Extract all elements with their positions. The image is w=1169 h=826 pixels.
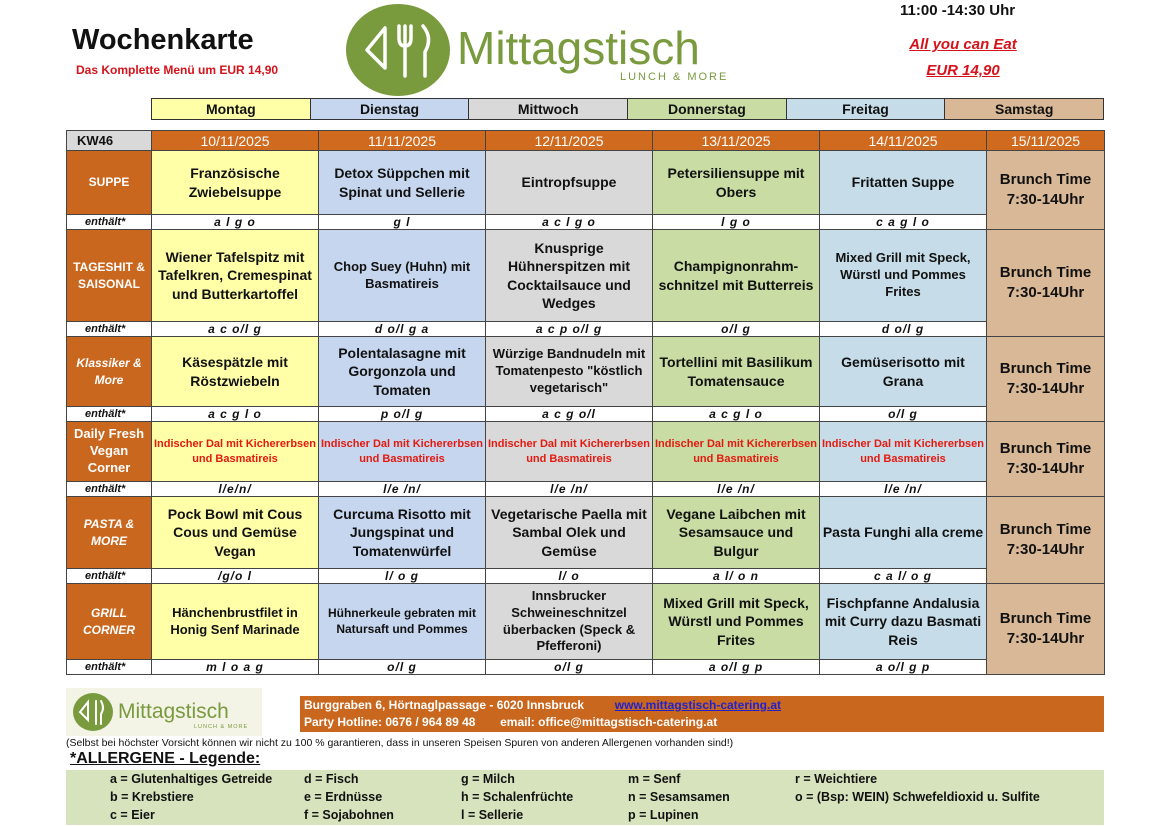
allergen-codes: l/e /n/ (319, 482, 486, 497)
saturday-brunch-cell: Brunch Time 7:30-14Uhr (987, 422, 1105, 497)
category-label: GRILL CORNER (67, 584, 152, 660)
contains-label: enthält* (67, 569, 152, 584)
allergen-codes: m l o a g (152, 660, 319, 675)
category-label: Daily Fresh Vegan Corner (67, 422, 152, 482)
dish-cell: Curcuma Risotto mit Jungspinat und Tomatenwürfel (319, 497, 486, 569)
dish-cell: Pock Bowl mit Cous Cous und Gemüse Vegan (152, 497, 319, 569)
allergen-codes: o/l g (820, 407, 987, 422)
day-thursday: Donnerstag (628, 99, 787, 119)
page-title: Wochenkarte (72, 24, 254, 56)
menu-row-klassiker (67, 337, 1105, 407)
all-you-can-eat-price: EUR 14,90 (926, 62, 1000, 79)
allergen-codes: /g/o l (152, 569, 319, 584)
opening-hours: 11:00 -14:30 Uhr (900, 2, 1016, 19)
dish-cell: Indischer Dal mit Kichererbsen und Basmatireis (653, 422, 820, 482)
dish-cell: Mixed Grill mit Speck, Würstl und Pommes Frites (653, 584, 820, 660)
day-tuesday: Dienstag (311, 99, 470, 119)
allergen-codes: d o/l g (820, 322, 987, 337)
allergen-codes: l/ o g (319, 569, 486, 584)
allergen-codes: a c p o/l g (486, 322, 653, 337)
date-monday: 10/11/2025 (152, 131, 319, 151)
dish-cell: Indischer Dal mit Kichererbsen und Basmatireis (486, 422, 653, 482)
legend-item: d = Fisch (304, 772, 359, 786)
legend-item: b = Krebstiere (110, 790, 194, 804)
allergen-codes: o/l g (319, 660, 486, 675)
weekly-menu-table (66, 130, 1105, 675)
contains-label: enthält* (67, 482, 152, 497)
menu-row-tageshit (67, 230, 1105, 322)
category-label: Klassiker & More (67, 337, 152, 407)
logo-tagline: LUNCH & MORE (620, 71, 729, 83)
allergen-codes: a c g o/l (486, 407, 653, 422)
category-label: TAGESHIT & SAISONAL (67, 230, 152, 322)
allergen-codes: a l g o (152, 215, 319, 230)
allergen-disclaimer: (Selbst bei höchster Vorsicht können wir nicht zu 100 % garantieren, dass in unseren Speisen Spuren von anderen Allergenen vorhanden sind!) (66, 737, 734, 749)
contains-label: enthält* (67, 660, 152, 675)
dish-cell: Französische Zwiebelsuppe (152, 151, 319, 215)
website-link[interactable]: www.mittagstisch-catering.at (614, 698, 782, 712)
menu-row-grill (67, 584, 1105, 660)
saturday-brunch-cell: Brunch Time 7:30-14Uhr (987, 584, 1105, 675)
allergen-codes: o/l g (486, 660, 653, 675)
day-monday: Montag (152, 99, 311, 119)
allergen-codes: a o/l g p (820, 660, 987, 675)
allergen-codes: a o/l g p (653, 660, 820, 675)
allergen-row (67, 482, 1105, 497)
dish-cell: Detox Süppchen mit Spinat und Sellerie (319, 151, 486, 215)
contains-label: enthält* (67, 322, 152, 337)
legend-item: o = (Bsp: WEIN) Schwefeldioxid u. Sulfite (795, 790, 1040, 804)
contains-label: enthält* (67, 407, 152, 422)
category-label: SUPPE (67, 151, 152, 215)
dish-cell: Pasta Funghi alla creme (820, 497, 987, 569)
dish-cell: Vegane Laibchen mit Sesamsauce und Bulgur (653, 497, 820, 569)
allergen-codes: d o/l g a (319, 322, 486, 337)
allergen-codes: g l (319, 215, 486, 230)
date-row (67, 131, 1105, 151)
legend-title: *ALLERGENE - Legende: (70, 750, 261, 767)
dish-cell: Indischer Dal mit Kichererbsen und Basmatireis (152, 422, 319, 482)
dish-cell: Knusprige Hühnerspitzen mit Cocktailsauce und Wedges (486, 230, 653, 322)
allergen-codes: a l/ o n (653, 569, 820, 584)
dish-cell: Mixed Grill mit Speck, Würstl und Pommes Frites (820, 230, 987, 322)
dish-cell: Fischpfanne Andalusia mit Curry dazu Basmati Reis (820, 584, 987, 660)
allergen-codes: l/e /n/ (820, 482, 987, 497)
allergen-row (67, 407, 1105, 422)
allergen-codes: a c g l o (152, 407, 319, 422)
footer-logo-wordmark: Mittagstisch (118, 700, 229, 723)
contact-bar (300, 696, 1104, 732)
dish-cell: Würzige Bandnudeln mit Tomatenpesto "köstlich vegetarisch" (486, 337, 653, 407)
legend-item: n = Sesamsamen (628, 790, 730, 804)
all-you-can-eat-label: All you can Eat (909, 36, 1017, 53)
allergen-codes: a c o/l g (152, 322, 319, 337)
address-text: Burggraben 6, Hörtnaglpassage - 6020 Innsbruck (304, 698, 585, 712)
allergen-codes: c a l/ o g (820, 569, 987, 584)
weekday-header (151, 98, 1104, 120)
day-saturday: Samstag (945, 99, 1103, 119)
legend-item: l = Sellerie (461, 808, 524, 822)
saturday-brunch-cell: Brunch Time 7:30-14Uhr (987, 497, 1105, 584)
dish-cell: Käsespätzle mit Röstzwiebeln (152, 337, 319, 407)
dish-cell: Chop Suey (Huhn) mit Basmatireis (319, 230, 486, 322)
dish-cell: Innsbrucker Schweineschnitzel überbacken (Speck & Pfefferoni) (486, 584, 653, 660)
allergen-codes: a c l g o (486, 215, 653, 230)
date-saturday: 15/11/2025 (987, 131, 1105, 151)
dish-cell: Vegetarische Paella mit Sambal Olek und Gemüse (486, 497, 653, 569)
day-friday: Freitag (787, 99, 946, 119)
price-subtitle: Das Komplette Menü um EUR 14,90 (76, 63, 279, 77)
legend-item: p = Lupinen (628, 808, 699, 822)
allergen-codes: l/e /n/ (486, 482, 653, 497)
category-label: PASTA & MORE (67, 497, 152, 569)
allergen-codes: p o/l g (319, 407, 486, 422)
allergen-codes: l/ o (486, 569, 653, 584)
hotline-text: Party Hotline: 0676 / 964 89 48 (304, 714, 476, 729)
legend-item: g = Milch (461, 772, 515, 786)
date-wednesday: 12/11/2025 (486, 131, 653, 151)
logo-wordmark: Mittagstisch (457, 22, 700, 74)
menu-row-suppe (67, 151, 1105, 215)
date-thursday: 13/11/2025 (653, 131, 820, 151)
day-wednesday: Mittwoch (469, 99, 628, 119)
menu-row-vegan (67, 422, 1105, 482)
legend-item: r = Weichtiere (795, 772, 878, 786)
date-tuesday: 11/11/2025 (319, 131, 486, 151)
calendar-week: KW46 (67, 131, 152, 151)
footer-logo-tagline: LUNCH & MORE (194, 724, 249, 730)
allergen-codes: o/l g (653, 322, 820, 337)
dish-cell: Fritatten Suppe (820, 151, 987, 215)
saturday-brunch-cell: Brunch Time 7:30-14Uhr (987, 337, 1105, 422)
legend-item: f = Sojabohnen (304, 808, 394, 822)
allergen-codes: a c g l o (653, 407, 820, 422)
legend-item: a = Glutenhaltiges Getreide (110, 772, 273, 786)
date-friday: 14/11/2025 (820, 131, 987, 151)
email-text[interactable]: email: office@mittagstisch-catering.at (500, 714, 718, 729)
allergen-codes: l g o (653, 215, 820, 230)
mittagstisch-logo (345, 2, 755, 98)
legend-item: e = Erdnüsse (304, 790, 383, 804)
allergen-codes: c a g l o (820, 215, 987, 230)
saturday-brunch-cell: Brunch Time 7:30-14Uhr (987, 230, 1105, 337)
menu-row-pasta (67, 497, 1105, 569)
dish-cell: Polentalasagne mit Gorgonzola und Tomaten (319, 337, 486, 407)
allergen-row (67, 660, 1105, 675)
dish-cell: Petersiliensuppe mit Obers (653, 151, 820, 215)
allergen-legend (66, 770, 1104, 825)
dish-cell: Wiener Tafelspitz mit Tafelkren, Cremespinat und Butterkartoffel (152, 230, 319, 322)
allergen-row (67, 215, 1105, 230)
contains-label: enthält* (67, 215, 152, 230)
allergen-row (67, 569, 1105, 584)
dish-cell: Indischer Dal mit Kichererbsen und Basmatireis (820, 422, 987, 482)
saturday-brunch-cell: Brunch Time 7:30-14Uhr (987, 151, 1105, 230)
dish-cell: Hühnerkeule gebraten mit Natursaft und Pommes (319, 584, 486, 660)
legend-item: m = Senf (628, 772, 681, 786)
allergen-codes: l/e /n/ (653, 482, 820, 497)
allergen-codes: l/e/n/ (152, 482, 319, 497)
legend-item: c = Eier (110, 808, 155, 822)
dish-cell: Hänchenbrustfilet in Honig Senf Marinade (152, 584, 319, 660)
dish-cell: Eintropfsuppe (486, 151, 653, 215)
dish-cell: Tortellini mit Basilikum Tomatensauce (653, 337, 820, 407)
dish-cell: Gemüserisotto mit Grana (820, 337, 987, 407)
allergen-row (67, 322, 1105, 337)
dish-cell: Champignonrahm-schnitzel mit Butterreis (653, 230, 820, 322)
dish-cell: Indischer Dal mit Kichererbsen und Basmatireis (319, 422, 486, 482)
footer-logo (66, 688, 262, 736)
legend-item: h = Schalenfrüchte (461, 790, 574, 804)
